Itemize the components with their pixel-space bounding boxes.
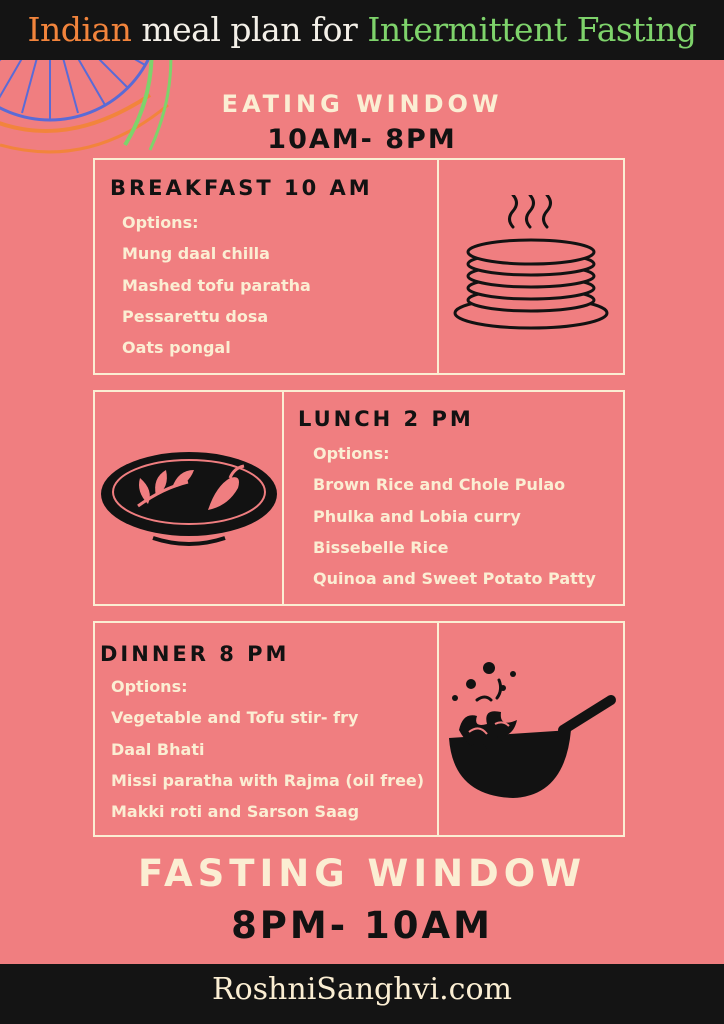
dinner-options-label: Options:: [111, 677, 188, 696]
breakfast-item: Mashed tofu paratha: [122, 275, 311, 295]
breakfast-item: Pessarettu dosa: [122, 306, 269, 326]
page-title: [0, 8, 724, 52]
lunch-item: Bissebelle Rice: [313, 537, 449, 557]
dinner-item: Missi paratha with Rajma (oil free): [111, 770, 425, 790]
eating-window-label: EATING WINDOW: [221, 90, 503, 118]
lunch-item: Quinoa and Sweet Potato Patty: [313, 569, 596, 589]
dinner-options: [111, 671, 424, 827]
dinner-item: Vegetable and Tofu stir- fry: [111, 708, 359, 728]
breakfast-options-label: Options:: [122, 213, 199, 232]
breakfast-title: BREAKFAST 10 AM: [110, 176, 373, 200]
title-part-if: Intermittent Fasting: [367, 10, 697, 49]
dinner-item: Daal Bhati: [111, 739, 205, 759]
breakfast-item: Oats pongal: [122, 338, 231, 358]
wok-stir-fry-icon: [443, 658, 619, 804]
fasting-window-label: FASTING WINDOW: [137, 852, 587, 895]
lunch-options-label: Options:: [313, 444, 390, 463]
lunch-options: [313, 438, 596, 594]
dinner-item: Makki roti and Sarson Saag: [111, 802, 360, 822]
fasting-window-time: 8PM- 10AM: [231, 904, 493, 947]
dinner-title: DINNER 8 PM: [100, 642, 290, 666]
plate-with-chilli-icon: [98, 448, 280, 550]
footer-site: RoshniSanghvi.com: [212, 972, 512, 1007]
title-part-middle: meal plan for: [131, 10, 368, 49]
eating-window-time: 10AM- 8PM: [267, 124, 457, 155]
pancake-stack-icon: [450, 195, 612, 335]
lunch-title: LUNCH 2 PM: [298, 407, 474, 431]
breakfast-options: [122, 207, 311, 363]
breakfast-item: Mung daal chilla: [122, 244, 270, 264]
title-part-indian: Indian: [27, 10, 132, 49]
lunch-item: Phulka and Lobia curry: [313, 506, 521, 526]
lunch-item: Brown Rice and Chole Pulao: [313, 475, 566, 495]
